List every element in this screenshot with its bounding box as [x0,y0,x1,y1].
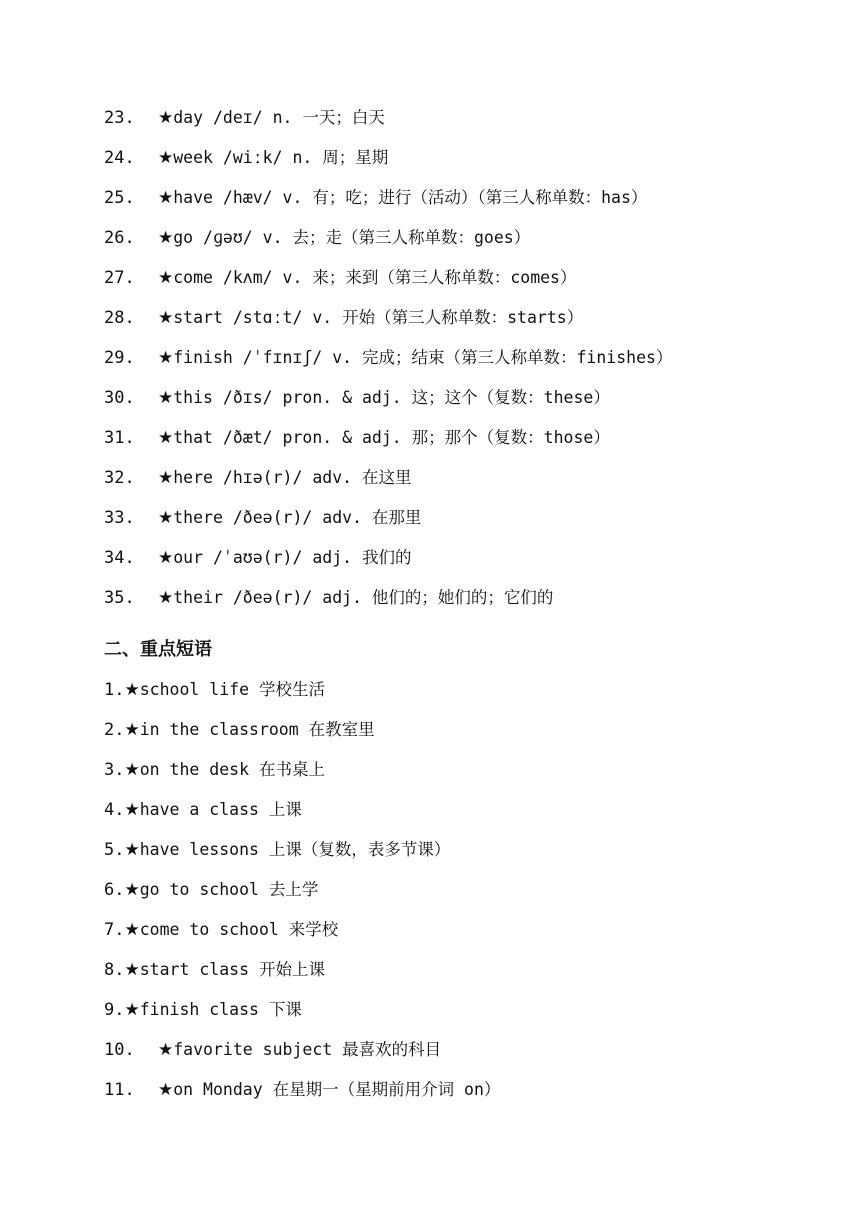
star-icon: ★ [124,800,140,820]
item-text: day /deɪ/ n. 一天；白天 [173,108,385,127]
item-number: 11. [104,1080,135,1100]
star-icon: ★ [124,720,140,740]
item-text: that /ðæt/ pron. & adj. 那；那个（复数：those） [173,428,610,447]
item-text: have /hæv/ v. 有；吃；进行（活动）（第三人称单数：has） [173,188,648,207]
item-number: 23. [104,108,135,128]
star-icon: ★ [158,1080,174,1100]
item-number: 30. [104,388,135,408]
item-text: school life 学校生活 [139,680,325,699]
item-number: 2. [104,720,125,740]
phrase-item [104,916,338,944]
item-number: 25. [104,188,135,208]
star-icon: ★ [158,388,174,408]
vocab-item [104,304,583,332]
item-number: 8. [104,960,125,980]
star-icon: ★ [158,188,174,208]
star-icon: ★ [158,148,174,168]
star-icon: ★ [158,428,174,448]
star-icon: ★ [158,108,174,128]
phrase-item [104,836,450,864]
item-number: 9. [104,1000,125,1020]
item-text: finish /ˈfɪnɪʃ/ v. 完成；结束（第三人称单数：finishes） [173,348,673,367]
star-icon: ★ [158,1040,174,1060]
section-heading: 二、重点短语 [104,639,212,660]
item-text: go to school 去上学 [139,880,319,899]
item-text: in the classroom 在教室里 [139,720,375,739]
phrase-item [104,996,302,1024]
item-text: start /stɑːt/ v. 开始（第三人称单数：starts） [173,308,584,327]
item-number: 29. [104,348,135,368]
phrase-item [104,1076,500,1104]
star-icon: ★ [158,268,174,288]
vocab-item [104,144,388,172]
item-number: 10. [104,1040,135,1060]
star-icon: ★ [124,680,140,700]
phrase-item [104,796,302,824]
vocab-item [104,424,610,452]
item-text: favorite subject 最喜欢的科目 [173,1040,442,1059]
star-icon: ★ [158,228,174,248]
item-text: week /wiːk/ n. 周；星期 [173,148,389,167]
star-icon: ★ [124,880,140,900]
item-number: 34. [104,548,135,568]
star-icon: ★ [158,468,174,488]
item-number: 7. [104,920,125,940]
vocab-item [104,584,553,612]
item-text: this /ðɪs/ pron. & adj. 这；这个（复数：these） [173,388,610,407]
star-icon: ★ [158,508,174,528]
item-number: 28. [104,308,135,328]
item-text: on Monday 在星期一（星期前用介词 on） [173,1080,501,1099]
item-number: 33. [104,508,135,528]
item-number: 1. [104,680,125,700]
item-number: 27. [104,268,135,288]
star-icon: ★ [158,348,174,368]
vocab-item [104,384,610,412]
vocab-item [104,264,577,292]
item-number: 3. [104,760,125,780]
star-icon: ★ [158,548,174,568]
item-number: 31. [104,428,135,448]
item-number: 26. [104,228,135,248]
item-text: start class 开始上课 [139,960,325,979]
vocab-item [104,464,412,492]
item-number: 24. [104,148,135,168]
item-text: finish class 下课 [139,1000,302,1019]
item-text: their /ðeə(r)/ adj. 他们的；她们的；它们的 [173,588,554,607]
item-text: there /ðeə(r)/ adv. 在那里 [173,508,422,527]
star-icon: ★ [124,760,140,780]
phrase-item [104,956,325,984]
phrase-item [104,756,325,784]
vocab-item [104,184,647,212]
star-icon: ★ [158,308,174,328]
phrase-item [104,876,318,904]
phrase-item [104,716,375,744]
item-number: 6. [104,880,125,900]
item-text: here /hɪə(r)/ adv. 在这里 [173,468,412,487]
item-text: on the desk 在书桌上 [139,760,325,779]
star-icon: ★ [158,588,174,608]
vocab-item [104,504,421,532]
item-text: come /kʌm/ v. 来；来到（第三人称单数：comes） [173,268,577,287]
vocab-item [104,544,412,572]
phrase-item [104,1036,441,1064]
item-text: our /ˈaʊə(r)/ adj. 我们的 [173,548,412,567]
item-number: 32. [104,468,135,488]
star-icon: ★ [124,960,140,980]
item-text: go /ɡəʊ/ v. 去；走（第三人称单数：goes） [173,228,531,247]
phrase-item [104,676,325,704]
item-text: have lessons 上课（复数，表多节课） [139,840,451,859]
item-text: have a class 上课 [139,800,302,819]
item-number: 35. [104,588,135,608]
item-number: 5. [104,840,125,860]
vocab-item [104,344,672,372]
item-number: 4. [104,800,125,820]
vocab-item [104,224,530,252]
item-text: come to school 来学校 [139,920,339,939]
star-icon: ★ [124,840,140,860]
star-icon: ★ [124,920,140,940]
vocab-item [104,104,385,132]
star-icon: ★ [124,1000,140,1020]
